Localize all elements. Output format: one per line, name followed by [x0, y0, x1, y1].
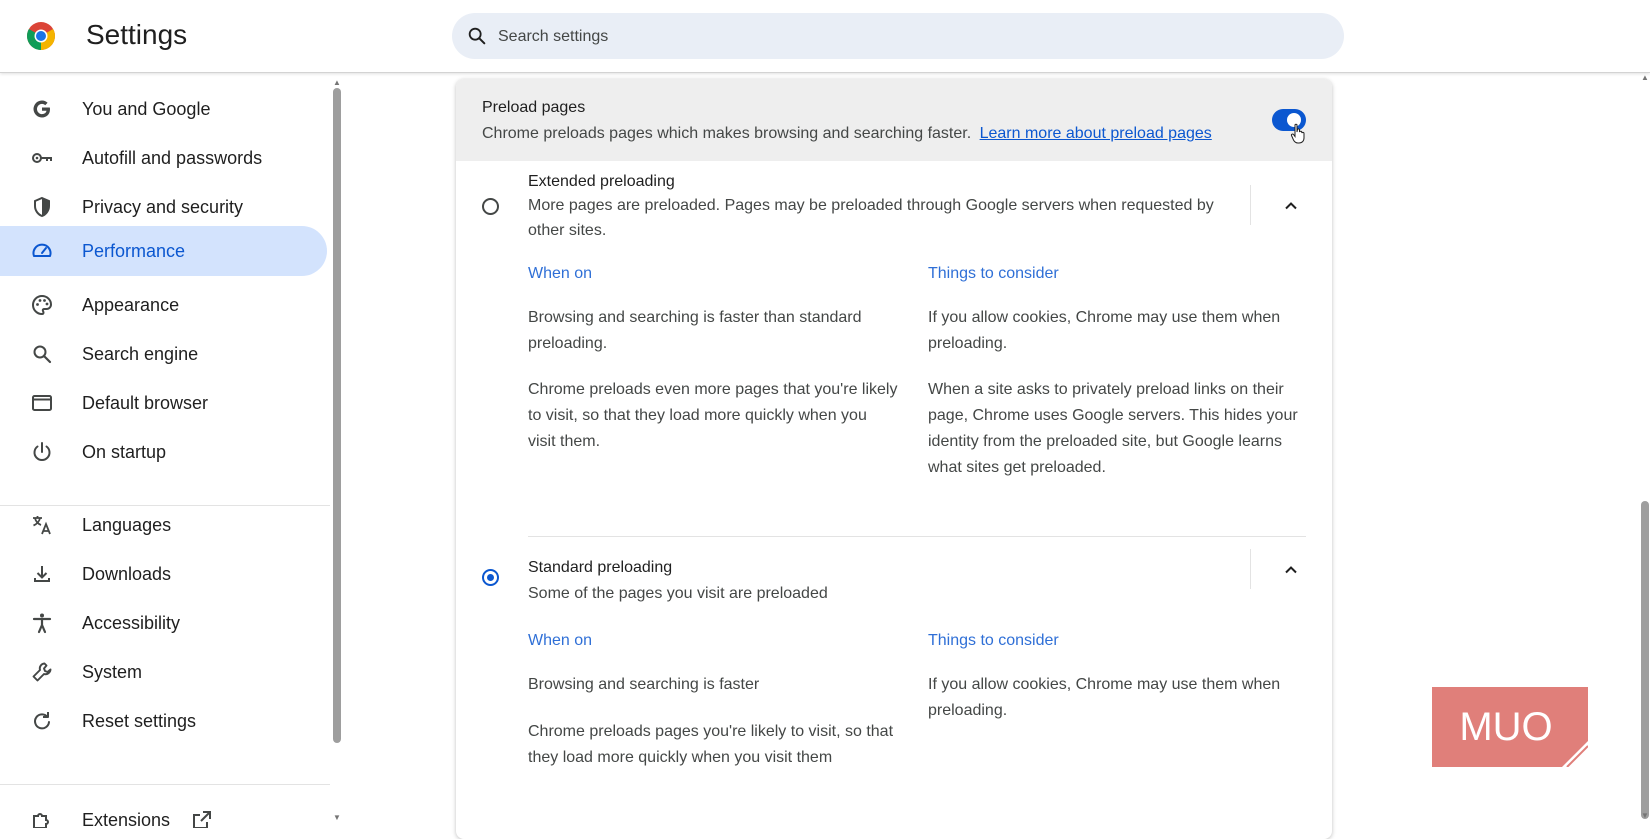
scroll-up-arrow-icon[interactable]: ▲ — [333, 78, 341, 87]
extended-when-on-text-1: Browsing and searching is faster than standard preloading. — [528, 309, 862, 352]
scroll-down-arrow-icon[interactable]: ▼ — [333, 813, 341, 822]
sidebar-item-reset-settings[interactable] — [0, 693, 327, 743]
preload-description-text: Chrome preloads pages which makes browsing and searching faster. — [482, 125, 972, 142]
page-title: Settings — [86, 19, 188, 50]
puzzle-icon — [30, 808, 54, 828]
search-box[interactable] — [452, 13, 1344, 59]
sidebar-item-label: Downloads — [82, 564, 172, 584]
extended-consider-text-1: If you allow cookies, Chrome may use them when preloading. — [928, 309, 1281, 352]
speedometer-icon — [30, 239, 54, 263]
chevron-up-icon[interactable] — [1282, 197, 1300, 215]
extended-when-on-heading: When on — [528, 265, 593, 282]
learn-more-link[interactable]: Learn more about preload pages — [979, 125, 1212, 142]
wrench-icon — [30, 660, 54, 684]
hand-cursor-icon — [1290, 123, 1308, 145]
sidebar-item-label: System — [82, 662, 143, 682]
preload-pages-title: Preload pages — [482, 99, 586, 116]
search-icon — [466, 25, 488, 47]
palette-icon — [30, 293, 54, 317]
option-divider — [528, 536, 1306, 537]
sidebar-item-autofill[interactable] — [0, 133, 327, 183]
preload-pages-description — [482, 125, 1212, 143]
sidebar-item-you-and-google[interactable] — [0, 84, 327, 134]
watermark-text: MUO — [1459, 705, 1553, 749]
chevron-up-icon[interactable] — [1282, 561, 1300, 579]
shield-icon — [30, 195, 54, 219]
sidebar-item-performance[interactable] — [0, 226, 327, 276]
sidebar-item-label: Languages — [82, 515, 172, 535]
page-scrollbar[interactable] — [1640, 73, 1650, 828]
sidebar-item-search-engine[interactable] — [0, 329, 327, 379]
standard-when-on-text-1: Browsing and searching is faster — [528, 676, 760, 693]
translate-icon — [30, 513, 54, 537]
preload-pages-row[interactable] — [456, 79, 1332, 161]
extended-preloading-radio[interactable] — [482, 198, 499, 215]
sidebar-item-extensions[interactable] — [0, 800, 327, 828]
standard-when-on-text-2: Chrome preloads pages you're likely to visit, so that they load more quickly when you visit them — [528, 723, 894, 766]
external-link-icon — [190, 808, 214, 828]
key-icon — [30, 146, 54, 170]
sidebar-item-downloads[interactable] — [0, 546, 327, 596]
extended-preloading-title: Extended preloading — [528, 173, 675, 190]
search-icon — [30, 342, 54, 366]
reset-icon — [30, 709, 54, 733]
sidebar-item-label: Performance — [82, 241, 186, 261]
sidebar-item-languages[interactable] — [0, 497, 327, 547]
download-icon — [30, 562, 54, 586]
sidebar-item-default-browser[interactable] — [0, 378, 327, 428]
sidebar-item-label: Autofill and passwords — [82, 148, 263, 168]
google-g-icon — [30, 97, 54, 121]
sidebar-item-on-startup[interactable] — [0, 427, 327, 477]
vertical-divider — [1250, 185, 1251, 225]
sidebar-item-label: On startup — [82, 442, 167, 462]
standard-preloading-title: Standard preloading — [528, 559, 673, 576]
top-toolbar — [0, 0, 1650, 73]
muo-watermark-logo — [1432, 687, 1588, 767]
sidebar-item-label: Accessibility — [82, 613, 181, 633]
extended-preloading-description: More pages are preloaded. Pages may be preloaded through Google servers when requested by other sites. — [528, 197, 1214, 239]
radio-selected-dot — [487, 574, 494, 581]
standard-when-on-heading: When on — [528, 632, 593, 649]
sidebar-item-privacy[interactable] — [0, 182, 327, 232]
sidebar-item-label: Privacy and security — [82, 197, 244, 217]
scroll-down-arrow-icon[interactable]: ▼ — [1641, 811, 1649, 820]
sidebar-item-label: Extensions — [82, 810, 171, 828]
chrome-logo-icon — [26, 21, 56, 51]
standard-consider-heading: Things to consider — [928, 632, 1059, 649]
scrollbar-thumb[interactable] — [1641, 501, 1649, 819]
sidebar-item-system[interactable] — [0, 644, 327, 694]
scroll-up-arrow-icon[interactable]: ▲ — [1641, 73, 1649, 82]
preload-settings-card — [456, 79, 1332, 839]
sidebar-item-label: Appearance — [82, 295, 180, 315]
sidebar-item-label: You and Google — [82, 99, 211, 119]
accessibility-icon — [30, 611, 54, 635]
standard-preloading-radio[interactable] — [482, 569, 499, 586]
sidebar-divider — [0, 784, 330, 785]
search-input[interactable] — [496, 13, 1320, 61]
sidebar-scrollbar[interactable] — [332, 78, 342, 828]
sidebar-item-label: Reset settings — [82, 711, 197, 731]
sidebar — [0, 73, 330, 828]
sidebar-item-label: Search engine — [82, 344, 199, 364]
scrollbar-thumb[interactable] — [333, 88, 341, 743]
browser-window-icon — [30, 391, 54, 415]
extended-when-on-text-2: Chrome preloads even more pages that you're likely to visit, so that they load more quickly when you visit them. — [528, 381, 898, 450]
sidebar-item-label: Default browser — [82, 393, 209, 413]
standard-preloading-description: Some of the pages you visit are preloaded — [528, 585, 828, 602]
sidebar-item-appearance[interactable] — [0, 280, 327, 330]
extended-consider-heading: Things to consider — [928, 265, 1059, 282]
vertical-divider — [1250, 549, 1251, 589]
sidebar-item-accessibility[interactable] — [0, 595, 327, 645]
standard-consider-text-1: If you allow cookies, Chrome may use them when preloading. — [928, 676, 1281, 719]
extended-consider-text-2: When a site asks to privately preload links on their page, Chrome uses Google servers. This hides your identity from the preloaded site, but Google learns what sites get preloaded. — [928, 381, 1298, 476]
power-icon — [30, 440, 54, 464]
